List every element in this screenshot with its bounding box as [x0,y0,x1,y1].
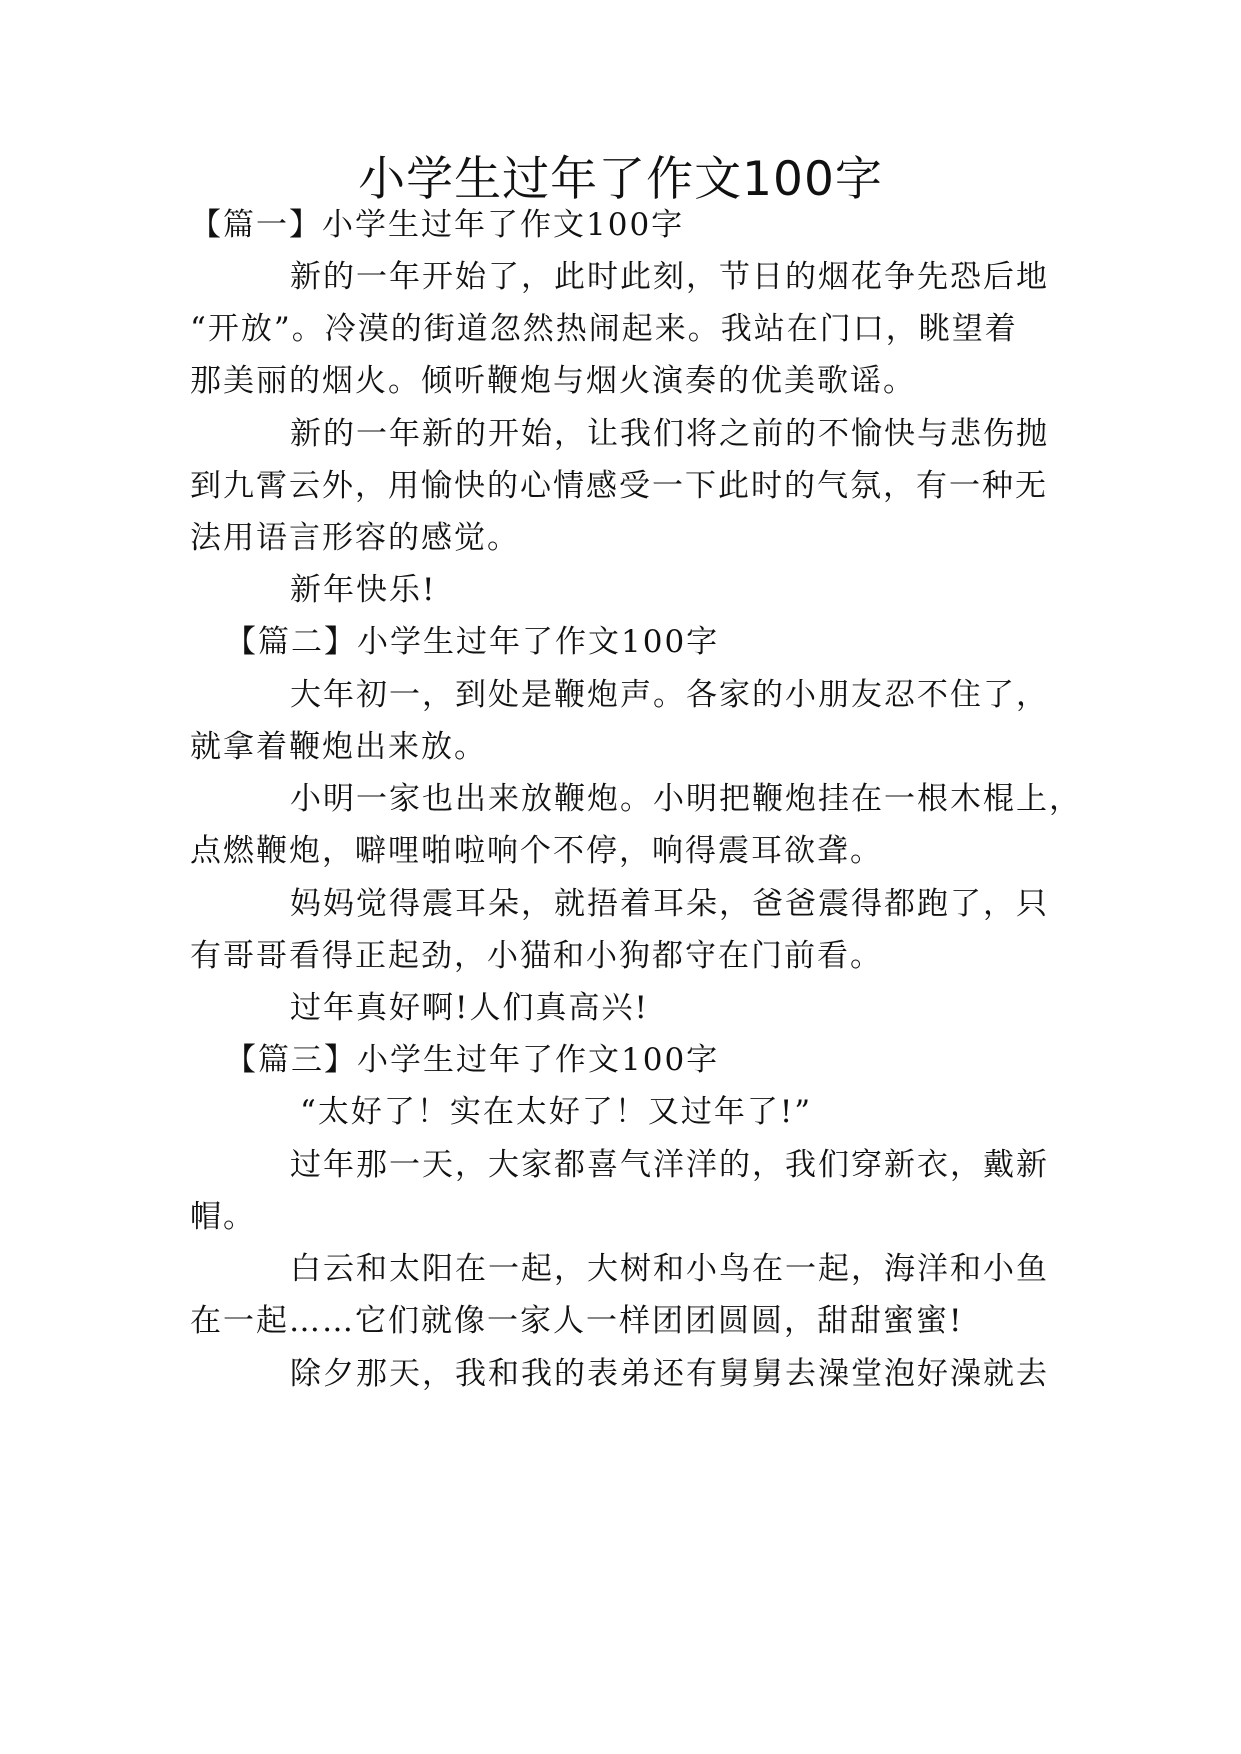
paragraph-line: 白云和太阳在一起，大树和小鸟在一起，海洋和小鱼 [290,1251,1049,1287]
paragraph-line: 小明一家也出来放鞭炮。小明把鞭炮挂在一根木棍上， [290,781,1082,817]
paragraph-line: 有哥哥看得正起劲，小猫和小狗都守在门前看。 [190,938,883,974]
paragraph-line: 过年那一天，大家都喜气洋洋的，我们穿新衣，戴新 [290,1147,1049,1183]
section-heading-3: 【篇三】小学生过年了作文100字 [225,1042,720,1078]
paragraph-line: 妈妈觉得震耳朵，就捂着耳朵，爸爸震得都跑了，只 [290,886,1049,922]
paragraph-line: 新的一年开始了，此时此刻，节日的烟花争先恐后地 [290,259,1049,295]
paragraph-line: 除夕那天，我和我的表弟还有舅舅去澡堂泡好澡就去 [290,1356,1049,1392]
paragraph-line: 新年快乐! [290,572,437,608]
paragraph-line: 点燃鞭炮，噼哩啪啦响个不停，响得震耳欲聋。 [190,833,883,869]
paragraph-line: 新的一年新的开始，让我们将之前的不愉快与悲伤抛 [290,416,1049,452]
paragraph-line: “开放”。冷漠的街道忽然热闹起来。我站在门口，眺望着 [190,311,1018,347]
paragraph-line: 大年初一，到处是鞭炮声。各家的小朋友忍不住了， [290,677,1049,713]
paragraph-line: 法用语言形容的感觉。 [190,520,520,556]
paragraph-line: 到九霄云外，用愉快的心情感受一下此时的气氛，有一种无 [190,468,1048,504]
paragraph-line: “太好了！实在太好了！又过年了!” [300,1094,813,1130]
section-heading-2: 【篇二】小学生过年了作文100字 [225,624,720,660]
paragraph-line: 过年真好啊!人们真高兴! [290,990,649,1026]
paragraph-line: 那美丽的烟火。倾听鞭炮与烟火演奏的优美歌谣。 [190,363,916,399]
paragraph-line: 帽。 [190,1199,256,1235]
section-heading-1: 【篇一】小学生过年了作文100字 [190,207,685,243]
paragraph-line: 在一起……它们就像一家人一样团团圆圆，甜甜蜜蜜! [190,1303,964,1339]
paragraph-line: 就拿着鞭炮出来放。 [190,729,487,765]
document-title: 小学生过年了作文100字 [358,152,883,207]
